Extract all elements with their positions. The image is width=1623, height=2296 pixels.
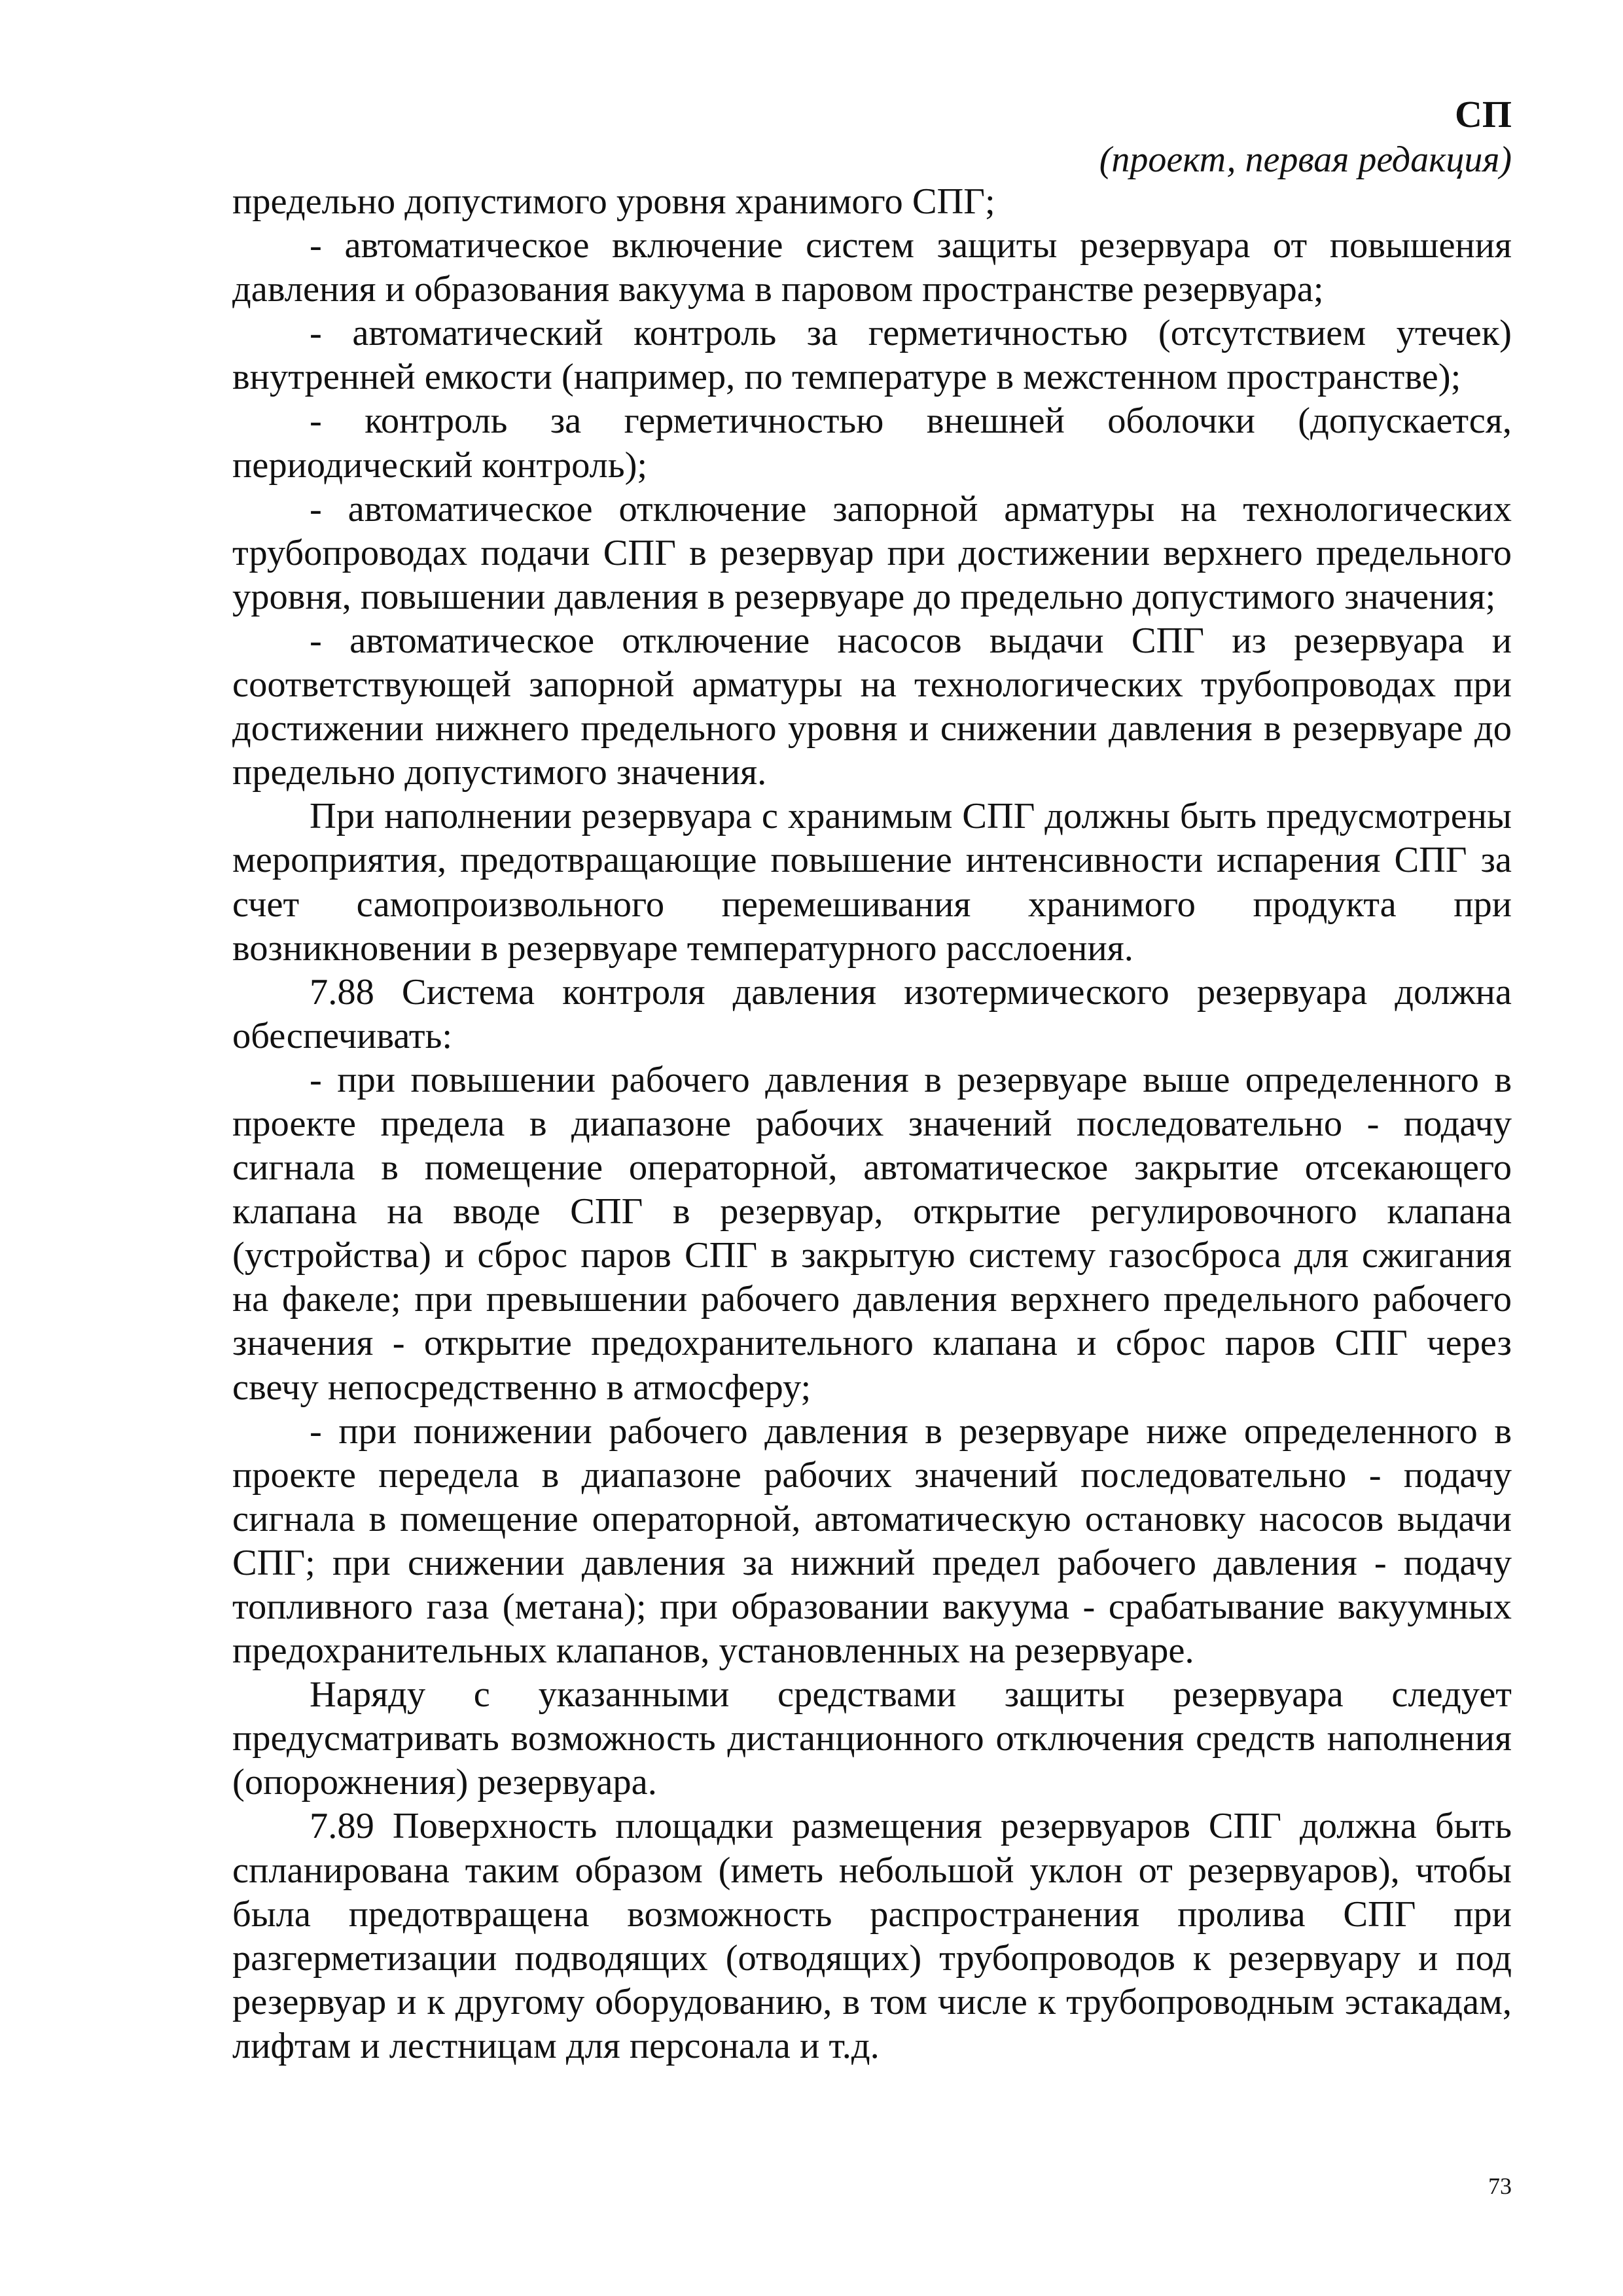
- list-item-outer-shell-control: - контроль за герметичностью внешней оболочки (допускается, периодический контроль);: [232, 401, 1512, 486]
- list-item-pump-shutoff: - автоматическое отключение насосов выдачи СПГ из резервуара и соответствующей запорной арматуры на технологических трубопроводах при достижении нижнего предельного уровня и снижении давления в резервуаре до предельно допустимого значения.: [232, 620, 1512, 793]
- list-item-pressure-increase: - при повышении рабочего давления в резервуаре выше определенного в проекте предела в диапазоне рабочих значений последовательно - подачу сигнала в помещение операторной, автоматическое закрытие отсекающего клапана на вводе СПГ в резервуар, открытие регулировочного клапана (устройства) и сброс паров СПГ в закрытую систему газосброса для сжигания на факеле; при превышении рабочего давления верхнего предельного рабочего значения - открытие предохранительного клапана и сброс паров СПГ через свечу непосредственно в атмосферу;: [232, 1059, 1512, 1408]
- document-code: СП: [1455, 93, 1512, 135]
- clause-7-89: 7.89 Поверхность площадки размещения резервуаров СПГ должна быть спланирована таким образом (иметь небольшой уклон от резервуаров), чтобы была предотвращена возможность распространения пролива СПГ при разгерметизации подводящих (отводящих) трубопроводов к резервуару и под резервуар и к другому оборудованию, в том числе к трубопроводным эстакадам, лифтам и лестницам для персонала и т.д.: [232, 1806, 1512, 2066]
- document-status: (проект, первая редакция): [1099, 139, 1512, 180]
- page-number: 73: [1488, 2173, 1512, 2199]
- list-item-leak-control: - автоматический контроль за герметичностью (отсутствием утечек) внутренней емкости (например, по температуре в межстенном пространстве);: [232, 313, 1512, 398]
- paragraph-filling: При наполнении резервуара с хранимым СПГ должны быть предусмотрены мероприятия, предотвращающие повышение интенсивности испарения СПГ за счет самопроизвольного перемешивания хранимого продукта при возникновении в резервуаре температурного расслоения.: [232, 796, 1512, 969]
- body-text: [232, 180, 1512, 2068]
- paragraph-continuation: предельно допустимого уровня хранимого СПГ;: [232, 181, 995, 222]
- list-item-valve-shutoff: - автоматическое отключение запорной арматуры на технологических трубопроводах подачи СПГ в резервуар при достижении верхнего предельного уровня, повышении давления в резервуаре до предельно допустимого значения;: [232, 488, 1512, 617]
- list-item-pressure-protection: - автоматическое включение систем защиты резервуара от повышения давления и образования вакуума в паровом пространстве резервуара;: [232, 225, 1512, 310]
- page-header: [1099, 92, 1512, 182]
- paragraph-remote-shutoff: Наряду с указанными средствами защиты резервуара следует предусматривать возможность дистанционного отключения средств наполнения (опорожнения) резервуара.: [232, 1674, 1512, 1803]
- list-item-pressure-decrease: - при понижении рабочего давления в резервуаре ниже определенного в проекте передела в диапазоне рабочих значений последовательно - подачу сигнала в помещение операторной, автоматическую остановку насосов выдачи СПГ; при снижении давления за нижний предел рабочего давления - подачу топливного газа (метана); при образовании вакуума - срабатывание вакуумных предохранительных клапанов, установленных на резервуаре.: [232, 1410, 1512, 1672]
- clause-7-88: 7.88 Система контроля давления изотермического резервуара должна обеспечивать:: [232, 971, 1512, 1056]
